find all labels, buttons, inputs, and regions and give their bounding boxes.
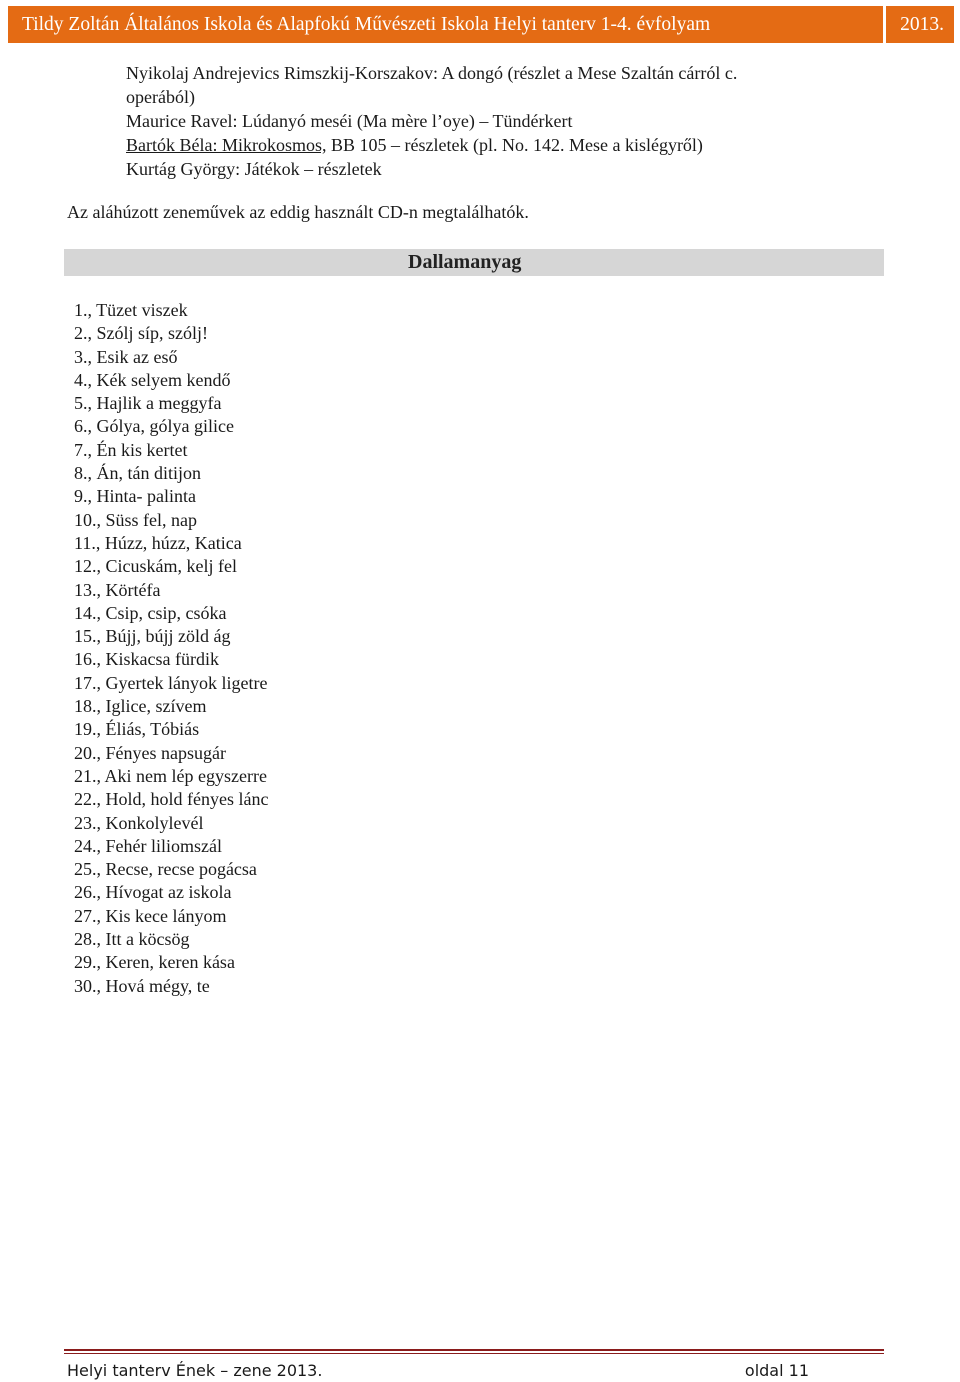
intro-line (126, 133, 737, 157)
page-header (8, 6, 954, 43)
footer-divider (64, 1349, 884, 1351)
cd-note: Az aláhúzott zeneművek az eddig használt CD-n megtalálhatók. (67, 202, 529, 222)
song-list (74, 299, 268, 998)
section-header (64, 249, 884, 276)
intro-line: Kurtág György: Játékok – részletek (126, 159, 382, 179)
intro-line: Nyikolaj Andrejevics Rimszkij-Korszakov: A dongó (részlet a Mese Szaltán cárról c. (126, 63, 738, 83)
song-item: 15., Bújj, bújj zöld ág (74, 626, 231, 647)
underlined-work: Bartók Béla: Mikrokosmos, (126, 135, 327, 155)
song-item: 18., Iglice, szívem (74, 696, 207, 717)
song-item: 9., Hinta- palinta (74, 486, 196, 507)
header-year: 2013. (883, 6, 954, 43)
song-item: 27., Kis kece lányom (74, 905, 227, 926)
intro-line-rest: BB 105 – részletek (pl. No. 142. Mese a kislégyről) (326, 135, 703, 155)
section-title: Dallamanyag (408, 251, 522, 273)
footer-divider-thin (64, 1353, 884, 1354)
song-item: 25., Recse, recse pogácsa (74, 859, 257, 880)
song-item: 10., Süss fel, nap (74, 509, 197, 530)
page-number: oldal 11 (744, 1361, 809, 1380)
song-item: 30., Hová mégy, te (74, 975, 210, 996)
song-item: 29., Keren, keren kása (74, 952, 235, 973)
song-item: 14., Csip, csip, csóka (74, 602, 227, 623)
song-item: 24., Fehér liliomszál (74, 835, 222, 856)
song-item: 28., Itt a köcsög (74, 929, 190, 950)
header-title: Tildy Zoltán Általános Iskola és Alapfokú Művészeti Iskola Helyi tanterv 1-4. évfolyam (22, 13, 711, 35)
music-examples (126, 61, 737, 181)
song-item: 11., Húzz, húzz, Katica (74, 532, 242, 553)
song-item: 1., Tüzet viszek (74, 300, 188, 320)
song-item: 23., Konkolylevél (74, 812, 204, 833)
page-footer (67, 1361, 809, 1380)
song-item: 26., Hívogat az iskola (74, 882, 232, 903)
song-item: 7., Én kis kertet (74, 439, 188, 460)
song-item: 13., Körtéfa (74, 579, 161, 600)
song-item: 22., Hold, hold fényes lánc (74, 789, 269, 810)
song-item: 8., Án, tán ditijon (74, 463, 201, 484)
song-item: 19., Éliás, Tóbiás (74, 719, 200, 740)
song-item: 12., Cicuskám, kelj fel (74, 556, 237, 577)
song-item: 4., Kék selyem kendő (74, 369, 231, 390)
song-item: 5., Hajlik a meggyfa (74, 393, 222, 414)
song-item: 21., Aki nem lép egyszerre (74, 765, 267, 786)
song-item: 16., Kiskacsa fürdik (74, 649, 219, 670)
intro-line: operából) (126, 87, 195, 107)
song-item: 6., Gólya, gólya gilice (74, 416, 234, 437)
footer-left: Helyi tanterv Ének – zene 2013. (67, 1361, 323, 1380)
song-item: 2., Szólj síp, szólj! (74, 323, 208, 344)
song-item: 20., Fényes napsugár (74, 742, 226, 763)
intro-line: Maurice Ravel: Lúdanyó meséi (Ma mère l’oye) – Tündérkert (126, 111, 573, 131)
song-item: 3., Esik az eső (74, 346, 178, 367)
song-item: 17., Gyertek lányok ligetre (74, 672, 268, 693)
